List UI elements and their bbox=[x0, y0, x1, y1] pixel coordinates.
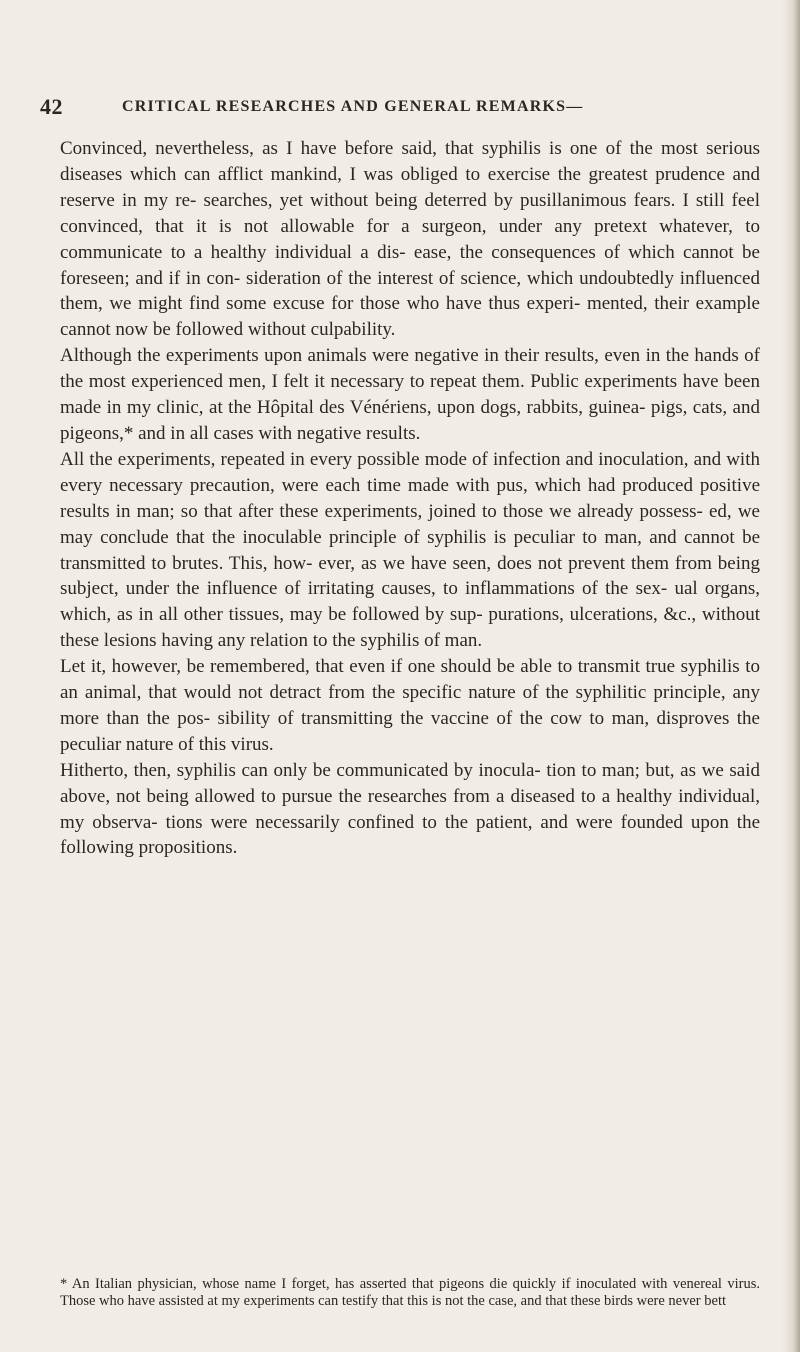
body-text bbox=[60, 136, 760, 861]
paragraph-4: Let it, however, be remembered, that even if one should be able to transmit true syphilis to an animal, that would not detract from the specific nature of the syphilitic principle, any more than the pos- sibility of transmitting the vaccine of the cow to man, disproves the peculiar nature of this virus. bbox=[60, 656, 760, 755]
page-number: 42 bbox=[40, 94, 63, 119]
footnote-area bbox=[60, 1276, 760, 1309]
footnote: * An Italian physician, whose name I forget, has asserted that pigeons die quickly if inoculated with venereal virus. Those who have assisted at my experiments can testify that this is not the case, and that these birds were never bett bbox=[60, 1276, 760, 1309]
paragraph-2: Although the experiments upon animals were negative in their results, even in the hands of the most experienced men, I felt it necessary to repeat them. Public experiments have been made in my clinic, at the Hôpital des Vénériens, upon dogs, rabbits, guinea- pigs, cats, and pigeons,* and in all cases with negative results. bbox=[60, 345, 760, 444]
running-head: CRITICAL RESEARCHES AND GENERAL REMARKS— bbox=[122, 98, 584, 115]
page-header bbox=[40, 94, 760, 124]
paragraph-1: Convinced, nevertheless, as I have before said, that syphilis is one of the most serious diseases which can afflict mankind, I was obliged to exercise the greatest prudence and reserve in my re- searches, yet without being deterred by pusillanimous fears. I still feel convinced, that it is not allowable for a surgeon, under any pretext whatever, to communicate to a healthy individual a dis- ease, the consequences of which cannot be foreseen; and if in con- sideration of the interest of science, which undoubtedly influenced them, we might find some excuse for those who have thus experi- mented, their example cannot now be followed without culpability. bbox=[60, 138, 760, 341]
paragraph-3: All the experiments, repeated in every possible mode of infection and inoculation, and with every necessary precaution, were each time made with pus, which had produced positive results in man; so that after these experiments, joined to those we already possess- ed, we may conclude that the inoculable principle of syphilis is peculiar to man, and cannot be transmitted to brutes. This, how- ever, as we have seen, does not prevent them from being subject, under the influence of irritating causes, to inflammations of the sex- ual organs, which, as in all other tissues, may be followed by sup- purations, ulcerations, &c., without these lesions having any relation to the syphilis of man. bbox=[60, 448, 760, 652]
paragraph-5: Hitherto, then, syphilis can only be communicated by inocula- tion to man; but, as we said above, not being allowed to pursue the researches from a diseased to a healthy individual, my observa- tions were necessarily confined to the patient, and were founded upon the following propositions. bbox=[60, 759, 760, 859]
page-edge-shadow bbox=[782, 0, 800, 1352]
